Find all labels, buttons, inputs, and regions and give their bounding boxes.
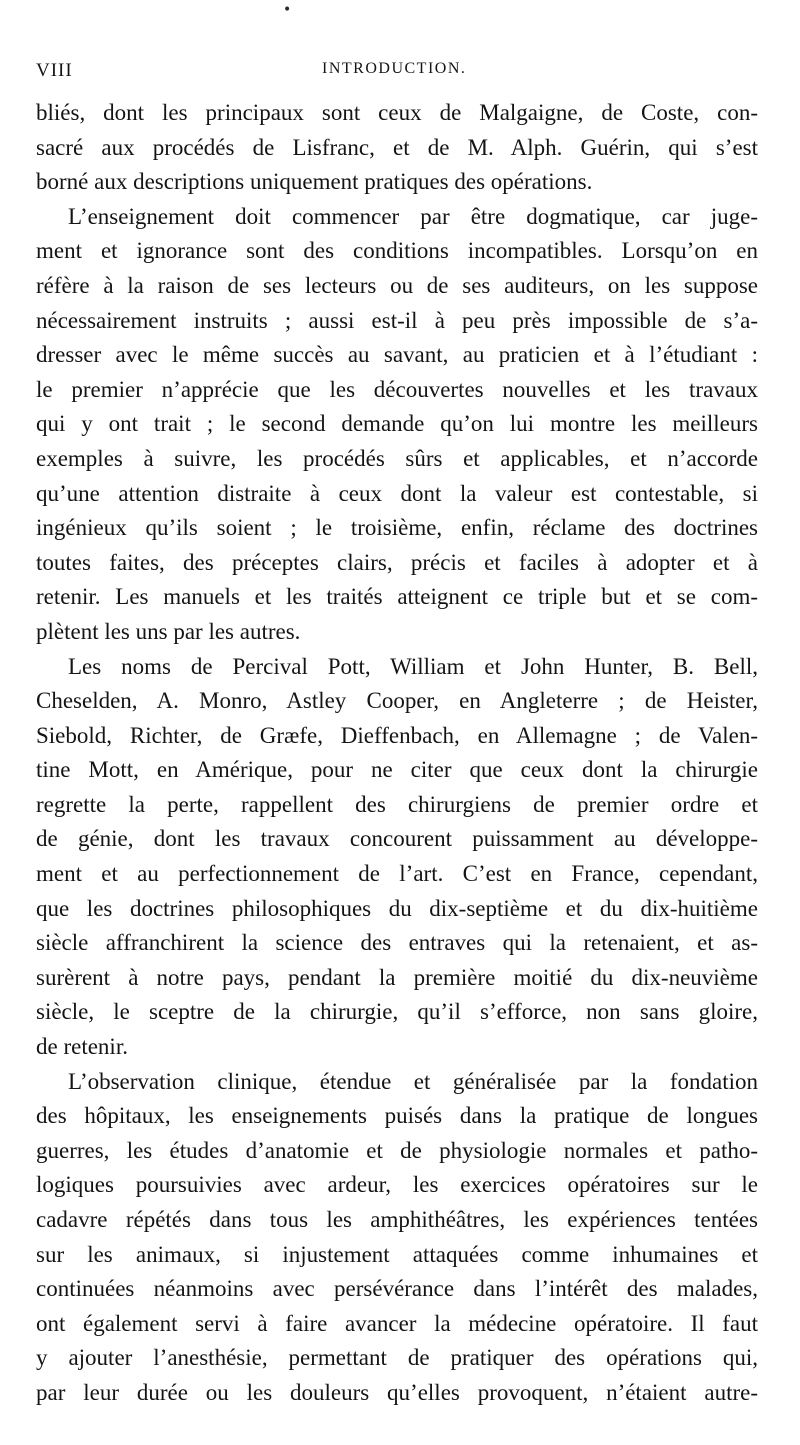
text-line: toutes faites, des préceptes clairs, précis et faciles à adopter et à [36,549,758,575]
text-line: retenir. Les manuels et les traités atteignent ce triple but et se com- [36,584,758,610]
paragraph [36,96,758,200]
text-line: L’observation clinique, étendue et généralisée par la fondation [68,1068,758,1094]
text-line: des hôpitaux, les enseignements puisés dans la pratique de longues [36,1103,758,1129]
text-line: dresser avec le même succès au savant, au praticien et à l’étudiant : [36,342,758,368]
text-line: de génie, dont les travaux concourent puissamment au développe- [36,826,758,852]
text-line: ingénieux qu’ils soient ; le troisième, enfin, réclame des doctrines [36,515,758,541]
text-line: qu’une attention distraite à ceux dont la valeur est contestable, si [36,480,758,506]
text-line: ment et au perfectionnement de l’art. C’est en France, cependant, [36,861,758,887]
body-text [36,96,758,1411]
text-line: sacré aux procédés de Lisfranc, et de M. Alph. Guérin, qui s’est [36,134,758,160]
text-line: qui y ont trait ; le second demande qu’on lui montre les meilleurs [36,411,758,437]
text-line: Siebold, Richter, de Græfe, Dieffenbach, en Allemagne ; de Valen- [36,722,758,748]
text-line: le premier n’apprécie que les découvertes nouvelles et les travaux [36,376,758,402]
text-line: regrette la perte, rappellent des chirurgiens de premier ordre et [36,791,758,817]
text-line: siècle, le sceptre de la chirurgie, qu’il s’efforce, non sans gloire, [36,999,758,1025]
text-line: L’enseignement doit commencer par être dogmatique, car juge- [68,203,758,229]
text-line: surèrent à notre pays, pendant la première moitié du dix-neuvième [36,964,758,990]
text-line: ont également servi à faire avancer la médecine opératoire. Il faut [36,1310,758,1336]
top-printer-mark: • [283,2,292,18]
text-line: guerres, les études d’anatomie et de physiologie normales et patho- [36,1137,758,1163]
text-line: cadavre répétés dans tous les amphithéâtres, les expériences tentées [36,1207,758,1232]
running-head [36,60,756,88]
text-line: continuées néanmoins avec persévérance dans l’intérêt des malades, [36,1276,758,1302]
text-line: que les doctrines philosophiques du dix-septième et du dix-huitième [36,895,758,921]
text-line: y ajouter l’anesthésie, permettant de pratiquer des opérations qui, [36,1345,758,1371]
text-line: tine Mott, en Amérique, pour ne citer que ceux dont la chirurgie [36,757,758,783]
text-line: plètent les uns par les autres. [36,618,301,644]
text-line: logiques poursuivies avec ardeur, les exercices opératoires sur le [36,1172,758,1198]
text-line: siècle affranchirent la science des entraves qui la retenaient, et as- [36,930,758,956]
text-line: sur les animaux, si injustement attaquées comme inhumaines et [36,1241,758,1267]
text-line: bliés, dont les principaux sont ceux de Malgaigne, de Coste, con- [36,100,758,125]
text-line: ment et ignorance sont des conditions incompatibles. Lorsqu’on en [36,238,758,264]
running-title: INTRODUCTION. [322,60,467,77]
paragraph [36,200,758,650]
text-line: Cheselden, A. Monro, Astley Cooper, en Angleterre ; de Heister, [36,688,758,714]
text-line: Les noms de Percival Pott, William et John Hunter, B. Bell, [68,653,758,679]
paragraph [36,1065,758,1411]
text-line: de retenir. [36,1034,128,1060]
text-line: par leur durée ou les douleurs qu’elles provoquent, n’étaient autre- [36,1379,758,1405]
page-number: VIII [36,60,73,81]
text-line: réfère à la raison de ses lecteurs ou de ses auditeurs, on les suppose [36,272,758,298]
paragraph [36,650,758,1065]
text-line: borné aux descriptions uniquement pratiques des opérations. [36,169,593,195]
text-line: nécessairement instruits ; aussi est-il à peu près impossible de s’a- [36,307,758,333]
text-line: exemples à suivre, les procédés sûrs et applicables, et n’accorde [36,445,758,471]
